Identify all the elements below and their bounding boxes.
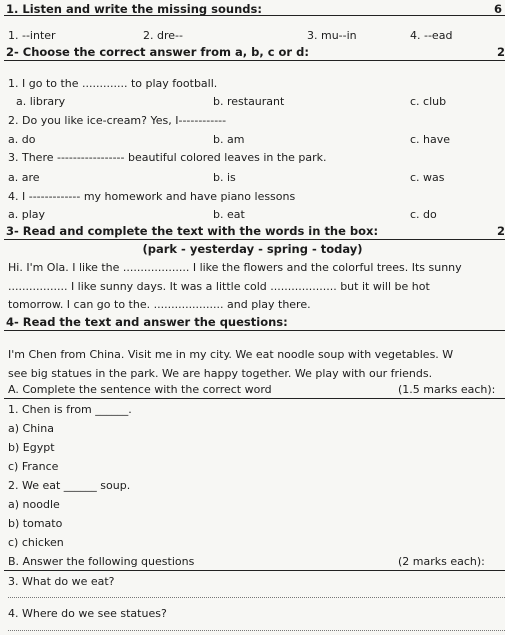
q2-rule	[4, 60, 505, 61]
a2-option-c: c) chicken	[8, 536, 64, 549]
q2-question-1: 1. I go to the ............. to play football.	[8, 77, 218, 90]
q3-text-line-3: tomorrow. I can go to the. .................... and play there.	[8, 298, 311, 311]
q2-q3-option-b: b. is	[213, 171, 236, 184]
a2-question: 2. We eat ______ soup.	[8, 479, 131, 492]
q2-q4-option-c: c. do	[410, 208, 437, 221]
q2-question-3: 3. There ----------------- beautiful colored leaves in the park.	[8, 151, 327, 164]
q1-item-2: 2. dre--	[143, 29, 183, 42]
passage-line-1: I'm Chen from China. Visit me in my city. We eat noodle soup with vegetables. W	[8, 348, 454, 361]
b3-question: 3. What do we eat?	[8, 575, 115, 588]
part-b-rule	[4, 570, 505, 571]
a2-option-a: a) noodle	[8, 498, 60, 511]
a1-question: 1. Chen is from ______.	[8, 403, 132, 416]
a1-option-b: b) Egypt	[8, 441, 55, 454]
q2-q3-option-c: c. was	[410, 171, 445, 184]
a1-option-c: c) France	[8, 460, 59, 473]
q2-q3-option-a: a. are	[8, 171, 40, 184]
q2-q2-option-c: c. have	[410, 133, 451, 146]
b3-answer-line[interactable]	[8, 597, 505, 598]
q3-mark: 2	[497, 224, 505, 238]
q2-question-2: 2. Do you like ice-cream? Yes, I------------	[8, 114, 227, 127]
q2-question-4: 4. I ------------- my homework and have piano lessons	[8, 190, 296, 203]
q3-text-line-1: Hi. I'm Ola. I like the ................... I like the flowers and the colorful trees. Its sunny	[8, 261, 462, 274]
part-b-label: B. Answer the following questions	[8, 555, 195, 568]
q2-q2-option-b: b. am	[213, 133, 245, 146]
passage-line-2: see big statues in the park. We are happy together. We play with our friends.	[8, 367, 433, 380]
word-box: (park - yesterday - spring - today)	[142, 242, 363, 256]
part-a-label: A. Complete the sentence with the correct word	[8, 383, 272, 396]
a2-option-b: b) tomato	[8, 517, 63, 530]
q4-rule	[4, 330, 505, 331]
b4-question: 4. Where do we see statues?	[8, 607, 167, 620]
q2-q1-option-a: a. library	[16, 95, 66, 108]
q3-text-line-2: ................. I like sunny days. It was a little cold ................... but it will be hot	[8, 280, 430, 293]
q2-q2-option-a: a. do	[8, 133, 36, 146]
q2-q4-option-a: a. play	[8, 208, 46, 221]
part-b-marks: (2 marks each):	[398, 555, 485, 568]
q3-rule	[4, 239, 505, 240]
q1-item-3: 3. mu--in	[307, 29, 357, 42]
q2-q4-option-b: b. eat	[213, 208, 245, 221]
q1-heading: 1. Listen and write the missing sounds:	[6, 2, 262, 16]
q1-item-1: 1. --inter	[8, 29, 56, 42]
q1-item-4: 4. --ead	[410, 29, 453, 42]
q2-heading: 2- Choose the correct answer from a, b, c or d:	[6, 45, 309, 59]
part-a-rule	[4, 398, 505, 399]
q1-mark: 6	[494, 2, 503, 16]
q1-rule	[4, 15, 505, 16]
q2-mark: 2	[497, 45, 505, 59]
q2-q1-option-b: b. restaurant	[213, 95, 285, 108]
b4-answer-line[interactable]	[8, 630, 505, 631]
part-a-marks: (1.5 marks each):	[398, 383, 496, 396]
q2-q1-option-c: c. club	[410, 95, 447, 108]
q3-heading: 3- Read and complete the text with the words in the box:	[6, 224, 379, 238]
q4-heading: 4- Read the text and answer the questions:	[6, 315, 288, 329]
a1-option-a: a) China	[8, 422, 54, 435]
